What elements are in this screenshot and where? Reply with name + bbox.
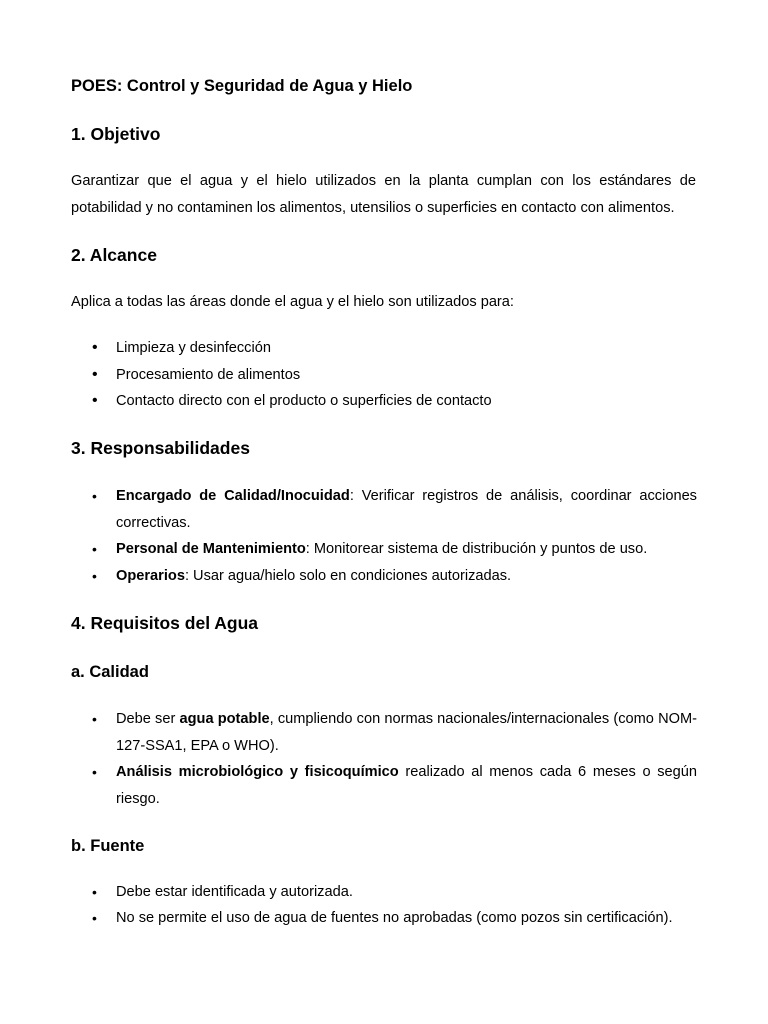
list-item: • Encargado de Calidad/Inocuidad: Verificar registros de análisis, coordinar acciones correctivas.	[92, 483, 697, 536]
list-item: • Debe ser agua potable, cumpliendo con normas nacionales/internacionales (como NOM-127-SSA1, EPA o WHO).	[92, 706, 697, 759]
role-name: Personal de Mantenimiento	[116, 541, 306, 557]
list-item: • Personal de Mantenimiento: Monitorear sistema de distribución y puntos de uso.	[92, 536, 697, 563]
document-title: POES: Control y Seguridad de Agua y Hielo	[71, 77, 413, 95]
list-item: • Análisis microbiológico y fisicoquímico realizado al menos cada 6 meses o según riesgo.	[92, 759, 697, 812]
emphasis: Análisis microbiológico y fisicoquímico	[116, 764, 399, 780]
bullet-icon: •	[92, 541, 97, 557]
bullet-icon: •	[92, 910, 97, 926]
heading-responsabilidades: 3. Responsabilidades	[71, 438, 250, 458]
heading-objetivo: 1. Objetivo	[71, 124, 161, 144]
bullet-icon: •	[92, 339, 98, 356]
bullet-icon: •	[92, 711, 97, 727]
subheading-fuente: b. Fuente	[71, 837, 145, 855]
subheading-calidad: a. Calidad	[71, 663, 149, 681]
bullet-icon: •	[92, 488, 97, 504]
list-item: • Debe estar identificada y autorizada.	[92, 879, 697, 906]
role-name: Operarios	[116, 568, 185, 584]
paragraph-alcance-intro: Aplica a todas las áreas donde el agua y el hielo son utilizados para:	[71, 294, 514, 310]
list-item: • Procesamiento de alimentos	[92, 362, 697, 389]
list-item: • No se permite el uso de agua de fuentes no aprobadas (como pozos sin certificación).	[92, 905, 697, 932]
heading-requisitos: 4. Requisitos del Agua	[71, 613, 259, 633]
bullet-icon: •	[92, 568, 97, 584]
paragraph-objetivo: Garantizar que el agua y el hielo utilizados en la planta cumplan con los estándares de potabilidad y no contaminen los alimentos, utensilios o superficies en contacto con alimentos.	[71, 173, 696, 216]
list-item: • Limpieza y desinfección	[92, 335, 697, 362]
bullet-icon: •	[92, 392, 98, 409]
emphasis: agua potable	[179, 711, 270, 727]
heading-alcance: 2. Alcance	[71, 245, 157, 265]
role-name: Encargado de Calidad/Inocuidad	[116, 488, 350, 504]
list-item: • Contacto directo con el producto o superficies de contacto	[92, 388, 697, 415]
bullet-icon: •	[92, 366, 98, 383]
bullet-icon: •	[92, 884, 97, 900]
list-item: • Operarios: Usar agua/hielo solo en condiciones autorizadas.	[92, 563, 697, 590]
bullet-icon: •	[92, 764, 97, 780]
